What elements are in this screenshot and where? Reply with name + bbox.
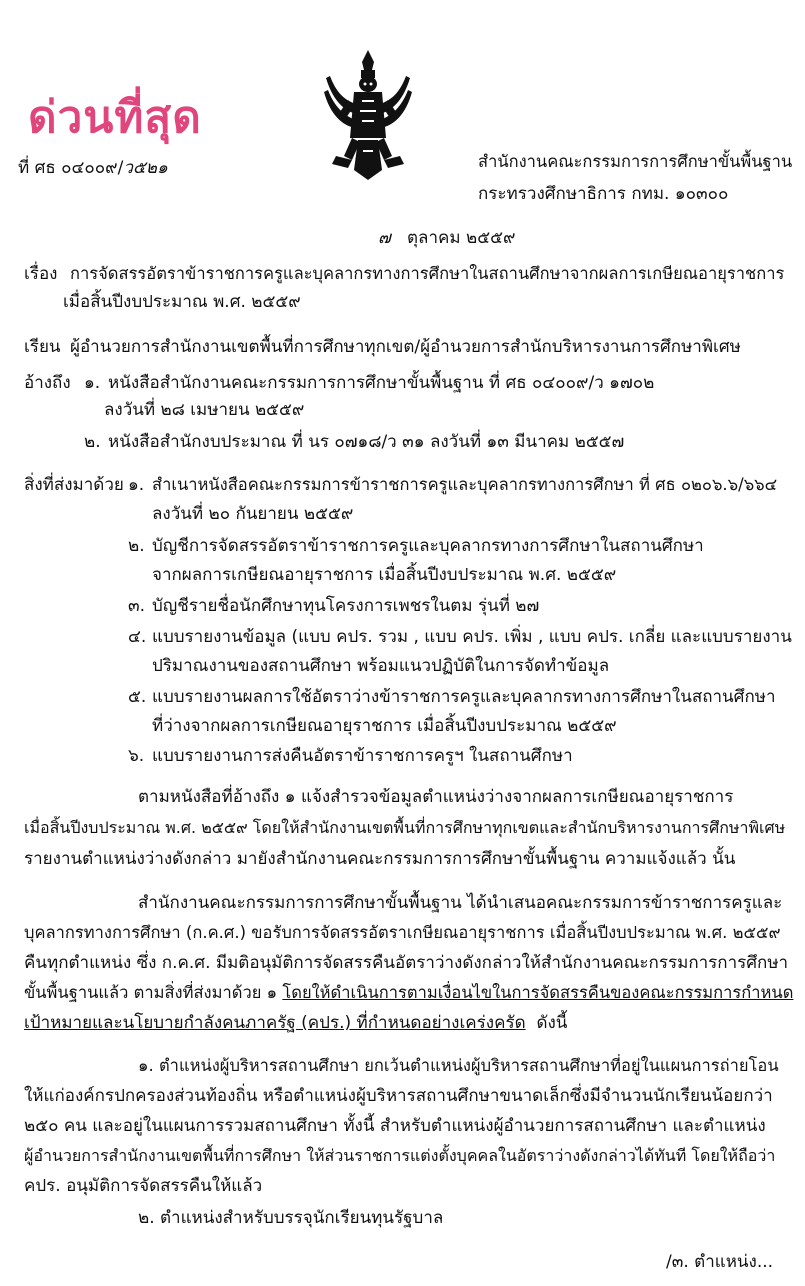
reference-1-line-2: ลงวันที่ ๒๘ เมษายน ๒๕๕๙: [104, 400, 305, 420]
enclosure-5-line-1: แบบรายงานผลการใช้อัตราว่างข้าราชการครูและบุคลากรทางการศึกษาในสถานศึกษา: [152, 687, 776, 707]
enclosure-1-line-2: ลงวันที่ ๒๐ กันยายน ๒๕๕๙: [152, 504, 354, 524]
item1-line-1: ๑. ตำแหน่งผู้บริหารสถานศึกษา ยกเว้นตำแหน่งผู้บริหารสถานศึกษาที่อยู่ในแผนการถ่ายโอน: [138, 1056, 779, 1075]
para2-line-1: สำนักงานคณะกรรมการการศึกษาขั้นพื้นฐาน ได้นำเสนอคณะกรรมการข้าราชการครูและ: [138, 893, 783, 913]
enclosure-4-line-1: แบบรายงานข้อมูล (แบบ คปร. รวม , แบบ คปร. เพิ่ม , แบบ คปร. เกลี่ย และแบบรายงาน: [152, 627, 792, 647]
enclosure-4-line-2: ปริมาณงานของสถานศึกษา พร้อมแนวปฏิบัติในการจัดทำข้อมูล: [152, 656, 610, 676]
office-name: สำนักงานคณะกรรมการการศึกษาขั้นพื้นฐาน: [478, 152, 793, 171]
subject-line-1: การจัดสรรอัตราข้าราชการครูและบุคลากรทางการศึกษาในสถานศึกษาจากผลการเกษียณอายุราชการ: [70, 264, 785, 283]
continuation-marker: /๓. ตำแหน่ง...: [666, 1252, 774, 1272]
enclosures-label: สิ่งที่ส่งมาด้วย: [24, 475, 124, 495]
item2-line-1: ๒. ตำแหน่งสำหรับบรรจุนักเรียนทุนรัฐบาล: [138, 1208, 444, 1228]
enclosure-6-no: ๖.: [128, 746, 145, 766]
enclosure-5-line-2: ที่ว่างจากผลการเกษียณอายุราชการ เมื่อสิ้นปีงบประมาณ ๒๕๕๙: [152, 716, 617, 736]
reference-1-no: ๑.: [84, 373, 101, 393]
enclosure-2-no: ๒.: [128, 536, 145, 556]
subject-line-2: เมื่อสิ้นปีงบประมาณ พ.ศ. ๒๕๕๙: [63, 292, 301, 312]
date-month-year: ตุลาคม ๒๕๕๙: [407, 228, 516, 248]
garuda-emblem: [322, 48, 414, 184]
office-address: กระทรวงศึกษาธิการ กทม. ๑๐๓๐๐: [478, 184, 729, 204]
document-number: ที่ ศธ ๐๔๐๐๙/ว๕๒๑: [18, 158, 168, 178]
date-day: ๗: [378, 228, 391, 248]
para1-line-2: เมื่อสิ้นปีงบประมาณ พ.ศ. ๒๕๕๙ โดยให้สำนักงานเขตพื้นที่การศึกษาทุกเขตและสำนักบริหารงานการศึกษาพิเศษ: [24, 818, 786, 837]
enclosure-3-no: ๓.: [128, 596, 146, 616]
enclosure-2-line-1: บัญชีการจัดสรรอัตราข้าราชการครูและบุคลากรทางการศึกษาในสถานศึกษา: [152, 536, 704, 556]
condition-emphasis: โดยให้ดำเนินการตามเงื่อนไขในการจัดสรรคืนของคณะกรรมการกำหนด: [282, 983, 794, 1002]
item1-line-3: ๒๕๐ คน และอยู่ในแผนการรวมสถานศึกษา ทั้งนี้ สำหรับตำแหน่งผู้อำนวยการสถานศึกษา และตำแหน่ง: [24, 1116, 766, 1136]
condition-emphasis-continued: เป้าหมายและนโยบายกำลังคนภาครัฐ (คปร.) ที่กำหนดอย่างเคร่งครัด: [24, 1013, 526, 1033]
reference-2-no: ๒.: [84, 432, 101, 452]
enclosure-2-line-2: จากผลการเกษียณอายุราชการ เมื่อสิ้นปีงบประมาณ พ.ศ. ๒๕๕๙: [152, 565, 617, 585]
para2-line-4: ขั้นพื้นฐานแล้ว ตามสิ่งที่ส่งมาด้วย ๑ โดยให้ดำเนินการตามเงื่อนไขในการจัดสรรคืนของคณะกรรมการกำหนด: [24, 983, 794, 1002]
para2-line-2: บุคลากรทางการศึกษา (ก.ค.ศ.) ขอรับการจัดสรรอัตราเกษียณอายุราชการ เมื่อสิ้นปีงบประมาณ พ.ศ. ๒๕๕๙: [24, 923, 781, 942]
to-text: ผู้อำนวยการสำนักงานเขตพื้นที่การศึกษาทุกเขต/ผู้อำนวยการสำนักบริหารงานการศึกษาพิเศษ: [70, 337, 741, 357]
item1-line-5: คปร. อนุมัติการจัดสรรคืนให้แล้ว: [24, 1176, 263, 1196]
para1-line-1: ตามหนังสือที่อ้างถึง ๑ แจ้งสำรวจข้อมูลตำแหน่งว่างจากผลการเกษียณอายุราชการ: [138, 787, 734, 807]
enclosure-5-no: ๕.: [128, 687, 147, 707]
to-label: เรียน: [24, 337, 61, 357]
enclosure-1-no: ๑.: [128, 475, 145, 495]
para1-line-3: รายงานตำแหน่งว่างดังกล่าว มายังสำนักงานคณะกรรมการการศึกษาขั้นพื้นฐาน ความแจ้งแล้ว นั้น: [24, 849, 736, 869]
subject-label: เรื่อง: [24, 264, 58, 284]
item1-line-4: ผู้อำนวยการสำนักงานเขตพื้นที่การศึกษา ให้ส่วนราชการแต่งตั้งบุคคลในอัตราว่างดังกล่าวได้ทันที โดยให้ถือว่า: [24, 1146, 776, 1165]
reference-2-line-1: หนังสือสำนักงบประมาณ ที่ นร ๐๗๑๘/ว ๓๑ ลงวันที่ ๑๓ มีนาคม ๒๕๕๗: [108, 432, 625, 452]
para2-line-3: คืนทุกตำแหน่ง ซึ่ง ก.ค.ศ. มีมติอนุมัติการจัดสรรคืนอัตราว่างดังกล่าวให้สำนักงานคณะกรรมการการศึกษา: [24, 953, 789, 973]
enclosure-1-line-1: สำเนาหนังสือคณะกรรมการข้าราชการครูและบุคลากรทางการศึกษา ที่ ศธ ๐๒๐๖.๖/๖๖๔: [152, 475, 778, 494]
enclosure-3-line-1: บัญชีรายชื่อนักศึกษาทุนโครงการเพชรในตม รุ่นที่ ๒๗: [152, 596, 540, 616]
enclosure-4-no: ๔.: [128, 627, 147, 647]
reference-1-line-1: หนังสือสำนักงานคณะกรรมการการศึกษาขั้นพื้นฐาน ที่ ศธ ๐๔๐๐๙/ว ๑๗๐๒: [108, 373, 655, 393]
item1-line-2: ให้แก่องค์กรปกครองส่วนท้องถิ่น หรือตำแหน่งผู้บริหารสถานศึกษาขนาดเล็กซึ่งมีจำนวนนักเรียนน้อยกว่า: [24, 1086, 773, 1106]
para2-line-5: เป้าหมายและนโยบายกำลังคนภาครัฐ (คปร.) ที่กำหนดอย่างเคร่งครัด ดังนี้: [24, 1013, 568, 1033]
references-label: อ้างถึง: [24, 373, 71, 393]
handwritten-number: ว๕๒๑: [123, 158, 168, 178]
urgent-stamp: ด่วนที่สุด: [28, 92, 202, 143]
document-date: [378, 226, 515, 250]
enclosure-6-line-1: แบบรายงานการส่งคืนอัตราข้าราชการครูฯ ในสถานศึกษา: [152, 746, 573, 766]
